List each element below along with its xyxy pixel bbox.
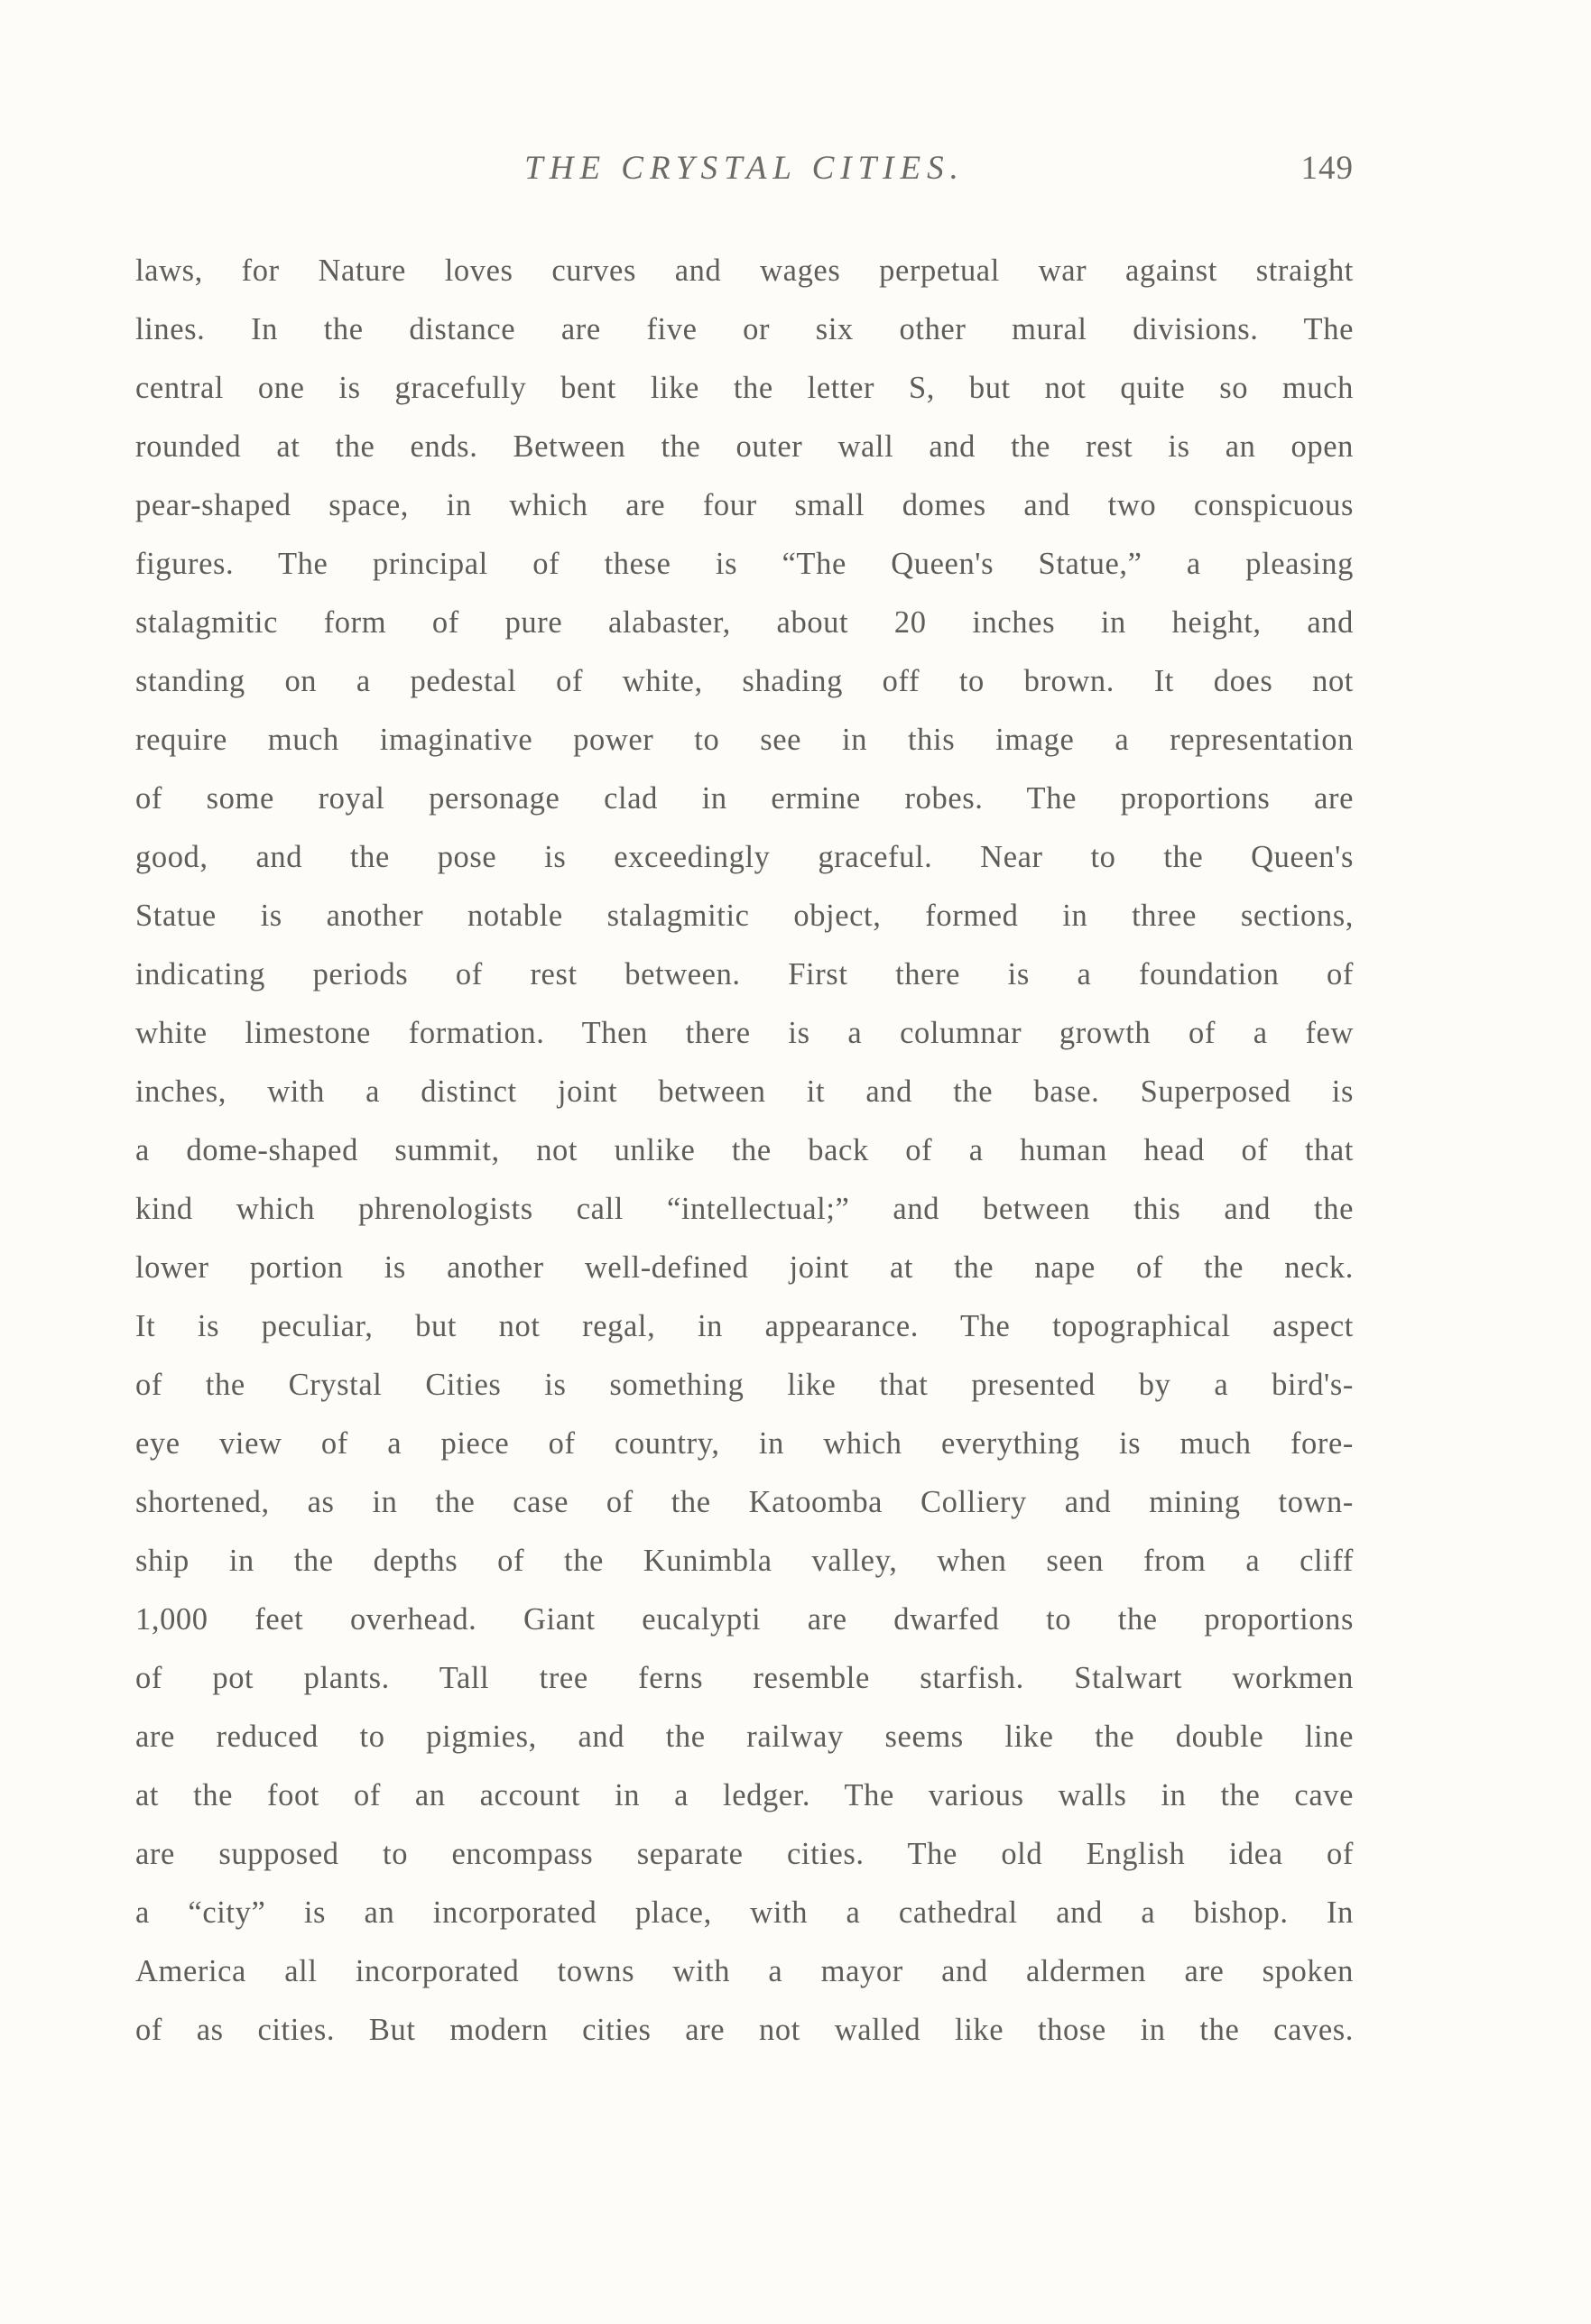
text-line: of some royal personage clad in ermine robes. The proportions are	[135, 781, 1354, 816]
text-line: a “city” is an incorporated place, with a cathedral and a bishop. In	[135, 1895, 1354, 1930]
text-line: stalagmitic form of pure alabaster, about 20 inches in height, and	[135, 605, 1354, 640]
text-line: standing on a pedestal of white, shading off to brown. It does not	[135, 664, 1354, 698]
text-line: shortened, as in the case of the Katoomba Colliery and mining town-	[135, 1485, 1354, 1519]
text-line: America all incorporated towns with a mayor and aldermen are spoken	[135, 1954, 1354, 1988]
text-line: are supposed to encompass separate cities. The old English idea of	[135, 1837, 1354, 1871]
text-line: good, and the pose is exceedingly graceful. Near to the Queen's	[135, 840, 1354, 874]
text-line: 1,000 feet overhead. Giant eucalypti are dwarfed to the proportions	[135, 1602, 1354, 1637]
text-line: are reduced to pigmies, and the railway seems like the double line	[135, 1720, 1354, 1754]
text-line: kind which phrenologists call “intellectual;” and between this and the	[135, 1192, 1354, 1226]
running-title: THE CRYSTAL CITIES.	[524, 150, 965, 187]
text-line: a dome-shaped summit, not unlike the back of a human head of that	[135, 1133, 1354, 1167]
text-line: ship in the depths of the Kunimbla valley, when seen from a cliff	[135, 1544, 1354, 1578]
text-line: inches, with a distinct joint between it and the base. Superposed is	[135, 1074, 1354, 1109]
running-header	[135, 149, 1354, 194]
text-line: indicating periods of rest between. First there is a foundation of	[135, 957, 1354, 991]
text-line: of pot plants. Tall tree ferns resemble starfish. Stalwart workmen	[135, 1661, 1354, 1695]
text-line: lines. In the distance are five or six other mural divisions. The	[135, 312, 1354, 346]
text-line: Statue is another notable stalagmitic object, formed in three sections,	[135, 899, 1354, 933]
text-line: It is peculiar, but not regal, in appearance. The topographical aspect	[135, 1309, 1354, 1343]
body-text	[135, 242, 1354, 2060]
text-line: pear-shaped space, in which are four small domes and two conspicuous	[135, 488, 1354, 522]
text-line: lower portion is another well-defined joint at the nape of the neck.	[135, 1250, 1354, 1285]
text-line: white limestone formation. Then there is a columnar growth of a few	[135, 1016, 1354, 1050]
text-line: of as cities. But modern cities are not walled like those in the caves.	[135, 2013, 1354, 2047]
text-line: rounded at the ends. Between the outer wall and the rest is an open	[135, 429, 1354, 464]
text-line: central one is gracefully bent like the letter S, but not quite so much	[135, 371, 1354, 405]
text-line: figures. The principal of these is “The Queen's Statue,” a pleasing	[135, 547, 1354, 581]
text-line: of the Crystal Cities is something like that presented by a bird's-	[135, 1368, 1354, 1402]
text-line: at the foot of an account in a ledger. The various walls in the cave	[135, 1778, 1354, 1812]
page-number: 149	[1300, 150, 1354, 187]
text-line: eye view of a piece of country, in which everything is much fore-	[135, 1426, 1354, 1461]
text-line: require much imaginative power to see in this image a representation	[135, 723, 1354, 757]
text-line: laws, for Nature loves curves and wages perpetual war against straight	[135, 254, 1354, 288]
